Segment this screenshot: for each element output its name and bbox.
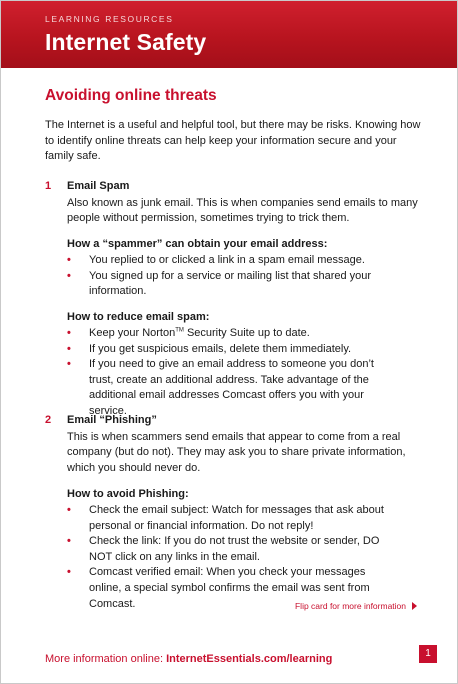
item-heading: Email “Phishing” [67,414,157,426]
bullet-list [67,326,397,420]
bullet-list [67,503,397,612]
section-title: Avoiding online threats [45,87,217,104]
list-item [67,342,397,358]
list-item [67,269,397,300]
list-item-text: You signed up for a service or mailing list that shared your information. [89,269,372,298]
list-item-text: Check the email subject: Watch for messages that ask about personal or financial information. Do not reply! [89,504,384,532]
bullet-icon: • [67,358,71,371]
list-item [67,326,397,342]
list-item-text: Comcast verified email: When you check your messages online, a special symbol confirms the email was sent from Comcast. [89,566,370,610]
flip-card-label: Flip card for more information [294,601,406,611]
page-number-badge: 1 [419,645,437,663]
footer-prefix: More information online: [45,653,167,665]
list-item-text: If you need to give an email address to someone you don’t trust, create an additional address. Take advantage of the additional email addresses Comcast offers you with your service. [89,358,374,417]
bullet-icon: • [67,504,71,516]
item-number: 2 [45,414,52,426]
item-email-spam [45,180,435,228]
trademark-mark: TM [175,327,184,334]
footer-info [45,653,332,665]
list-item-text: You replied to or clicked a link in a spam email message. [89,254,365,266]
subsection-title: How a “spammer” can obtain your email address: [67,238,328,250]
bullet-icon: • [67,254,71,266]
list-item-text: Keep your Norton™ Security Suite up to date. [89,327,310,339]
bullet-icon: • [67,269,71,282]
list-item-text: If you get suspicious emails, delete them immediately. [89,342,352,355]
subsection-title: How to avoid Phishing: [67,488,189,500]
footer-link[interactable]: InternetEssentials.com/learning [166,653,333,665]
bullet-icon: • [67,566,71,579]
bullet-list [67,253,397,300]
list-item [67,534,397,565]
subsection-title: How to reduce email spam: [67,311,210,323]
item-body: This is when scammers send emails that appear to come from a real company (but do not). They may ask you to share private information, which you should never do. [67,430,406,474]
bullet-icon: • [67,342,71,355]
bullet-icon: • [67,327,71,339]
list-item-text: Check the link: If you do not trust the website or sender, DO NOT click on any links in the email. [89,535,380,563]
arrow-right-icon [412,602,417,610]
item-heading: Email Spam [67,180,130,192]
item-number: 1 [45,180,52,192]
list-item [67,357,397,419]
list-item [67,253,397,269]
header-kicker: LEARNING RESOURCES [45,14,174,24]
intro-paragraph: The Internet is a useful and helpful tool, but there may be risks. Knowing how to identify online threats can help keep your information secure and your family safe. [45,119,421,163]
page-title: Internet Safety [45,29,207,55]
bullet-icon: • [67,535,71,548]
list-item [67,503,397,534]
item-body: Also known as junk email. This is when companies send emails to many people without permission, sometimes trying to trick them. [67,196,418,225]
flip-card-link[interactable] [295,601,417,611]
item-email-phishing [45,414,435,478]
header-banner [1,1,457,68]
